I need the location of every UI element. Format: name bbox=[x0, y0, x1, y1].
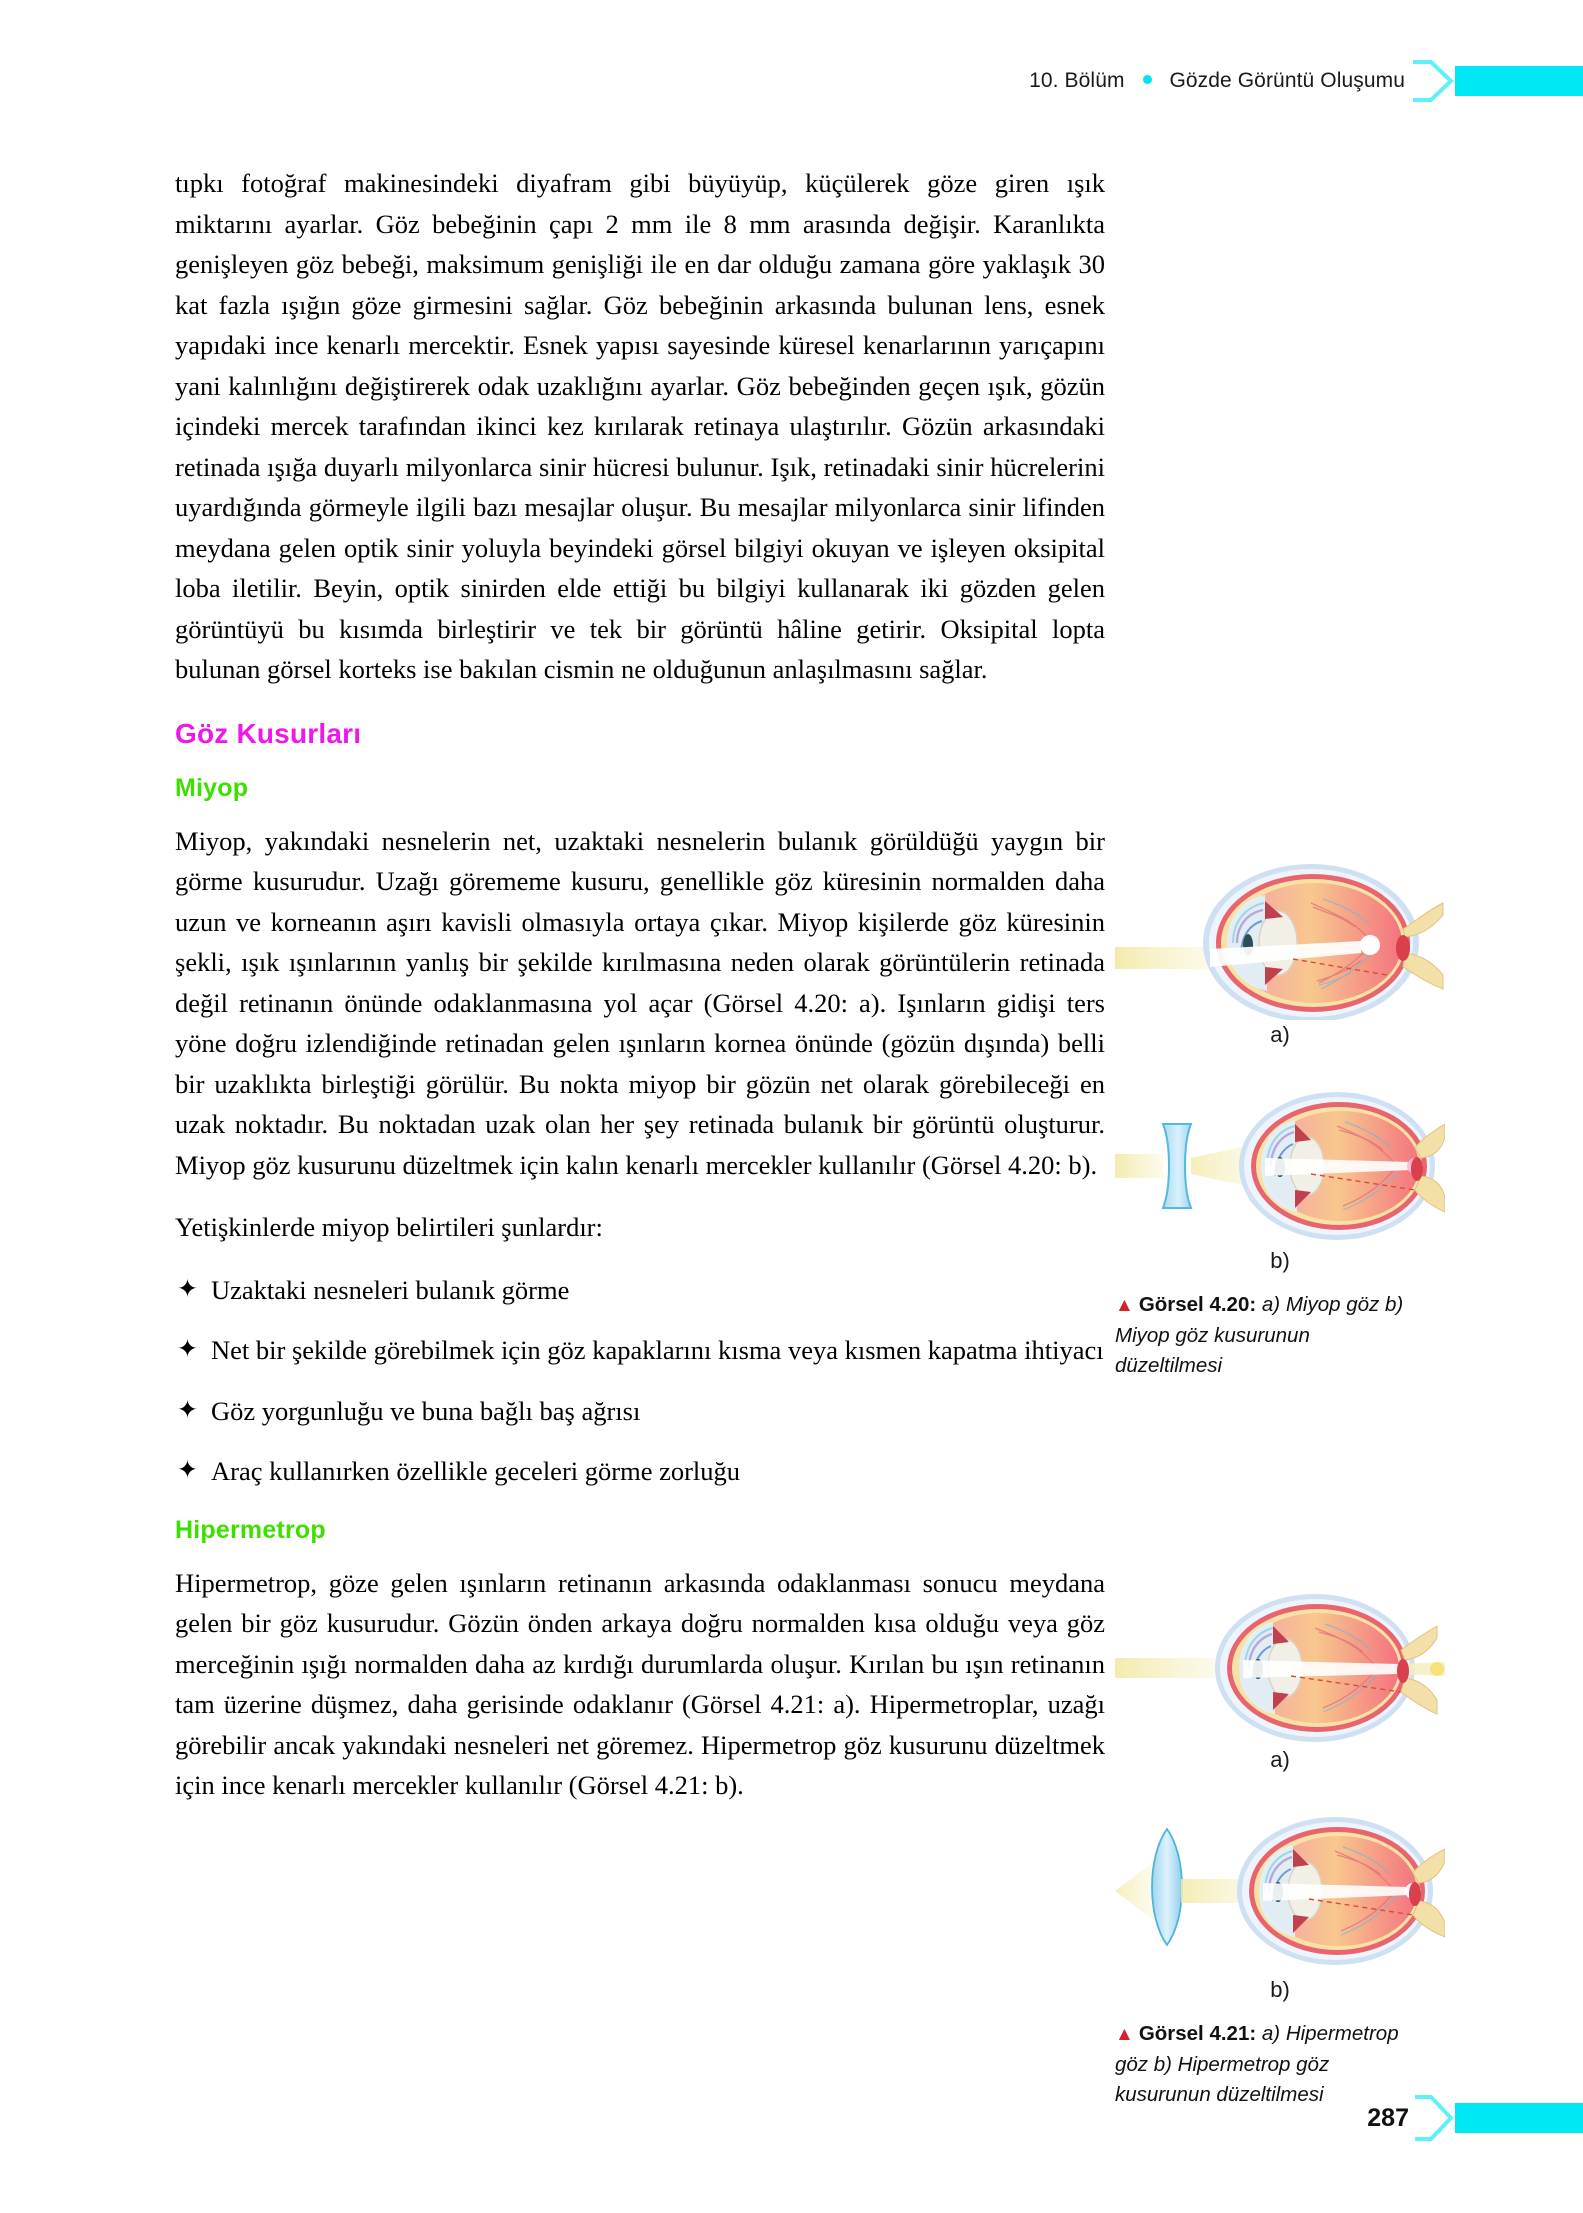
miyop-symptom-list bbox=[175, 1270, 1105, 1492]
caption-label: Görsel 4.20: bbox=[1138, 1293, 1257, 1316]
caption-text: a) Miyop göz b) Miyop göz kusurunun düzeltilmesi bbox=[1115, 1293, 1404, 1377]
header-chapter-number: 10. Bölüm bbox=[1029, 69, 1125, 92]
list-item bbox=[175, 1391, 1105, 1432]
crystalline-lens bbox=[1259, 911, 1297, 975]
caption-triangle-icon: ▲ bbox=[1115, 1295, 1134, 1316]
focal-point bbox=[1360, 935, 1380, 955]
figure-gorsel-4-21 bbox=[1115, 1590, 1445, 2110]
footer-chevron-icon bbox=[1415, 2093, 1455, 2143]
biconvex-lens bbox=[1152, 1829, 1182, 1945]
header-chevron-icon bbox=[1411, 58, 1455, 104]
header-section-title: Gözde Görüntü Oluşumu bbox=[1169, 69, 1405, 92]
list-item-label: Net bir şekilde görebilmek için göz kapaklarını kısma veya kısmen kapatma ihtiyacı bbox=[211, 1335, 1104, 1365]
biconcave-lens bbox=[1163, 1124, 1191, 1208]
header-dot-icon bbox=[1143, 75, 1152, 84]
incoming-light-beam bbox=[1115, 947, 1210, 969]
section-heading-goz-kusurlari: Göz Kusurları bbox=[175, 717, 362, 749]
optic-disc bbox=[1409, 1882, 1421, 1906]
bullet-star-icon: ✦ bbox=[177, 1455, 198, 1484]
list-item-label: Göz yorgunluğu ve buna bağlı baş ağrısı bbox=[211, 1395, 641, 1426]
sub-heading-hipermetrop: Hipermetrop bbox=[175, 1515, 326, 1544]
figure-420-caption bbox=[1115, 1290, 1413, 1381]
list-item-label: Araç kullanırken özellikle geceleri görme zorluğu bbox=[211, 1456, 741, 1486]
optic-disc bbox=[1396, 935, 1410, 961]
list-item bbox=[175, 1330, 1105, 1371]
figure-420-panel-b-label: b) bbox=[1270, 1248, 1290, 1273]
optic-nerve-lower bbox=[1401, 1678, 1437, 1714]
incoming-light-beam bbox=[1115, 1154, 1163, 1178]
figure-420-panel-a-label: a) bbox=[1270, 1022, 1290, 1047]
sub-heading-miyop: Miyop bbox=[175, 773, 249, 802]
bullet-star-icon: ✦ bbox=[177, 1273, 198, 1303]
incoming-light-beam bbox=[1115, 1658, 1215, 1678]
caption-triangle-icon: ▲ bbox=[1115, 2024, 1134, 2045]
header-chapter-title bbox=[1029, 69, 1405, 93]
hypermetropic-eye-with-convex-lens-diagram-b bbox=[1115, 1795, 1445, 1975]
running-header bbox=[0, 58, 1583, 104]
focal-point-behind-retina bbox=[1430, 1662, 1444, 1676]
caption-label: Görsel 4.21: bbox=[1138, 2022, 1257, 2045]
optic-nerve-lower bbox=[1403, 953, 1443, 989]
myopic-eye-diagram-a bbox=[1115, 855, 1445, 1020]
page-number: 287 bbox=[1367, 2103, 1409, 2132]
myopic-eye-with-concave-lens-diagram-b bbox=[1115, 1066, 1445, 1246]
miyop-paragraph-2: Yetişkinlerde miyop belirtileri şunlardır: bbox=[175, 1212, 603, 1242]
caption-text: a) Hipermetrop göz b) Hipermetrop göz kusurunun düzeltilmesi bbox=[1115, 2022, 1399, 2106]
page-footer bbox=[1367, 2093, 1583, 2143]
list-item bbox=[175, 1451, 1105, 1492]
hipermetrop-paragraph-1: Hipermetrop, göze gelen ışınların retinanın arkasında odaklanması sonucu meydana gelen bir göz kusurudur. Gözün önden arkaya doğru normalden kısa olduğu veya göz merceğinin ışığı normalden daha az kırdığı durumlarda oluşur. Kırılan bu ışın retinanın tam üzerine düşmez, daha gerisinde odaklanır (Görsel 4.21: a). Hipermetroplar, uzağı görebilir ancak yakındaki nesneleri net göremez. Hipermetrop göz kusurunu düzeltmek için ince kenarlı mercekler kullanılır (Görsel 4.21: b). bbox=[175, 1567, 1105, 1800]
list-item bbox=[175, 1270, 1105, 1311]
bullet-star-icon: ✦ bbox=[177, 1334, 198, 1363]
intro-paragraph: tıpkı fotoğraf makinesindeki diyafram gibi büyüyüp, küçülerek göze giren ışık miktarını ayarlar. Göz bebeğinin çapı 2 mm ile 8 mm arasında değişir. Karanlıkta genişleyen göz bebeği, maksimum genişliği ile en dar olduğu zamana göre yaklaşık 30 kat fazla ışığın göze girmesini sağlar. Göz bebeğinin arkasında bulunan lens, esnek yapıdaki ince kenarlı mercektir. Esnek yapısı sayesinde küresel kenarlarının yarıçapını yani kalınlığını değiştirerek odak uzaklığını ayarlar. Göz bebeğinden geçen ışık, gözün içindeki mercek tarafından ikinci kez kırılarak retinaya ulaştırılır. Gözün arkasındaki retinada ışığa duyarlı milyonlarca sinir hücresi bulunur. Işık, retinadaki sinir hücrelerini uyardığında görmeyle ilgili bazı mesajlar oluşur. Bu mesajlar milyonlarca sinir lifinden meydana gelen optik sinir yoluyla beyindeki görsel bilgiyi okuyan ve işleyen oksipital loba iletilir. Beyin, optik sinirden elde ettiği bu bilgiyi kullanarak iki gözden gelen görüntüyü bu kısımda birleştirir ve tek bir görüntü hâline getirir. Oksipital lopta bulunan görsel korteks ise bakılan cismin ne olduğunun anlaşılmasını sağlar. bbox=[175, 168, 1105, 684]
text-column bbox=[175, 163, 1105, 1806]
list-item-label: Uzaktaki nesneleri bulanık görme bbox=[211, 1274, 570, 1305]
optic-disc bbox=[1411, 1157, 1423, 1181]
figure-421-panel-a-label: a) bbox=[1270, 1747, 1290, 1772]
figure-gorsel-4-20 bbox=[1115, 855, 1445, 1381]
optic-disc bbox=[1397, 1659, 1409, 1683]
figure-421-panel-b-label: b) bbox=[1270, 1977, 1290, 2002]
footer-accent-bar bbox=[1455, 2103, 1583, 2133]
miyop-paragraph-1: Miyop, yakındaki nesnelerin net, uzaktaki nesnelerin bulanık görüldüğü yaygın bir görme kusurudur. Uzağı görememe kusuru, genellikle göz küresinin normalden daha uzun ve korneanın aşırı kavisli olmasıyla ortaya çıkar. Miyop kişilerde göz küresinin şekli, ışık ışınlarının yanlış bir şekilde kırılmasına neden olarak görüntülerin retinada değil retinanın önünde odaklanmasına yol açar (Görsel 4.20: a). Işınların gidişi ters yöne doğru izlendiğinde retinadan gelen ışınların kornea önünde (gözün dışında) belli bir uzaklıkta birleştiği görülür. Bu nokta miyop bir gözün net olarak görebileceği en uzak noktadır. Bu noktadan uzak olan her şey retinada bulanık bir görüntü oluşturur. Miyop göz kusurunu düzeltmek için kalın kenarlı mercekler kullanılır (Görsel 4.20: b). bbox=[175, 825, 1105, 1180]
header-accent-bar bbox=[1455, 66, 1583, 96]
hypermetropic-eye-diagram-a bbox=[1115, 1590, 1445, 1745]
optic-nerve-lower bbox=[1413, 1901, 1445, 1937]
incoming-light-beam bbox=[1115, 1861, 1155, 1921]
optic-nerve-lower bbox=[1415, 1176, 1445, 1212]
bullet-star-icon: ✦ bbox=[177, 1394, 198, 1424]
